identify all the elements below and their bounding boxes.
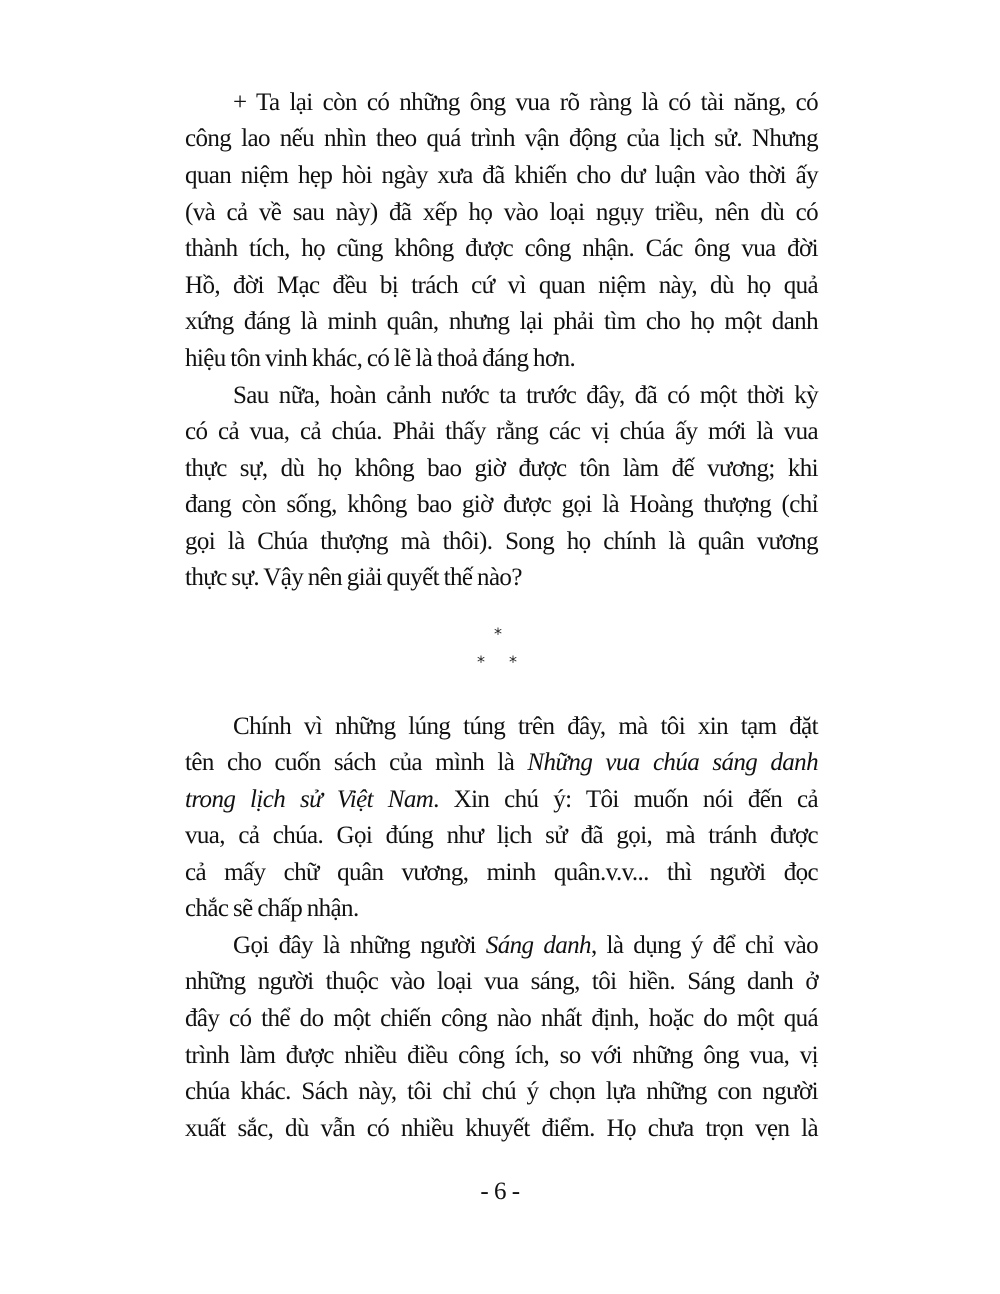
- text-line: xuất sắc, dù vẫn có nhiều khuyết điểm. Họ chưa trọn vẹn là: [185, 1115, 818, 1142]
- text-line: (và cả về sau này) đã xếp họ vào loại ngụy triều, nên dù có: [185, 199, 818, 226]
- text-line: Hồ, đời Mạc đều bị trách cứ vì quan niệm này, dù họ quả: [185, 272, 818, 299]
- text-line: công lao nếu nhìn theo quá trình vận động của lịch sử. Nhưng: [185, 125, 818, 152]
- text-line: thực sự, dù họ không bao giờ được tôn làm đế vương; khi: [185, 455, 818, 482]
- text-line: gọi là Chúa thượng mà thôi). Song họ chính là quân vương: [185, 528, 818, 555]
- emphasis-italic: Sáng danh: [485, 932, 591, 959]
- book-title-italic: Những vua chúa sáng danh: [527, 749, 818, 776]
- text-line: chắc sẽ chấp nhận.: [185, 895, 359, 922]
- text-line: Chính vì những lúng túng trên đây, mà tôi xin tạm đặt: [233, 713, 818, 740]
- text-line: xứng đáng là minh quân, nhưng lại phải tìm cho họ một danh: [185, 308, 818, 335]
- text-line: [233, 928, 818, 964]
- text-line: Sau nữa, hoàn cảnh nước ta trước đây, đã có một thời kỳ: [233, 382, 818, 409]
- text-line: thực sự. Vậy nên giải quyết thế nào?: [185, 564, 522, 591]
- text-line: [185, 745, 818, 781]
- text-segment: , là dụng ý để chỉ vào: [590, 932, 818, 959]
- text-line: quan niệm hẹp hòi ngày xưa đã khiến cho dư luận vào thời ấy: [185, 162, 818, 189]
- text-line: [185, 782, 818, 818]
- text-line: trình làm được nhiều điều công ích, so với những ông vua, vị: [185, 1042, 818, 1069]
- text-line: đang còn sống, không bao giờ được gọi là Hoàng thượng (chỉ: [185, 491, 818, 518]
- text-segment: tên cho cuốn sách của mình là: [185, 749, 528, 776]
- separator-star-top: *: [494, 624, 502, 643]
- text-line: thành tích, họ cũng không được công nhận. Các ông vua đời: [185, 235, 818, 262]
- text-line: có cả vua, cả chúa. Phải thấy rằng các vị chúa ấy mới là vua: [185, 418, 818, 445]
- text-line: + Ta lại còn có những ông vua rõ ràng là có tài năng, có: [233, 89, 818, 116]
- text-line: vua, cả chúa. Gọi đúng như lịch sử đã gọi, mà tránh được: [185, 822, 818, 849]
- text-line: những người thuộc vào loại vua sáng, tôi hiền. Sáng danh ở: [185, 968, 818, 995]
- text-segment: . Xin chú ý: Tôi muốn nói đến cả: [433, 786, 818, 813]
- text-line: cả mấy chữ quân vương, minh quân.v.v... thì người đọc: [185, 859, 818, 886]
- text-line: chúa khác. Sách này, tôi chỉ chú ý chọn lựa những con người: [185, 1078, 818, 1105]
- text-line: hiệu tôn vinh khác, có lẽ là thoả đáng hơn.: [185, 345, 576, 372]
- book-title-italic: trong lịch sử Việt Nam: [185, 786, 434, 813]
- separator-star-left: *: [477, 652, 485, 671]
- text-segment: Gọi đây là những người: [233, 932, 486, 959]
- text-line: đây có thể do một chiến công nào nhất định, hoặc do một quá: [185, 1005, 818, 1032]
- page-number: - 6 -: [480, 1178, 520, 1205]
- separator-star-right: *: [509, 652, 517, 671]
